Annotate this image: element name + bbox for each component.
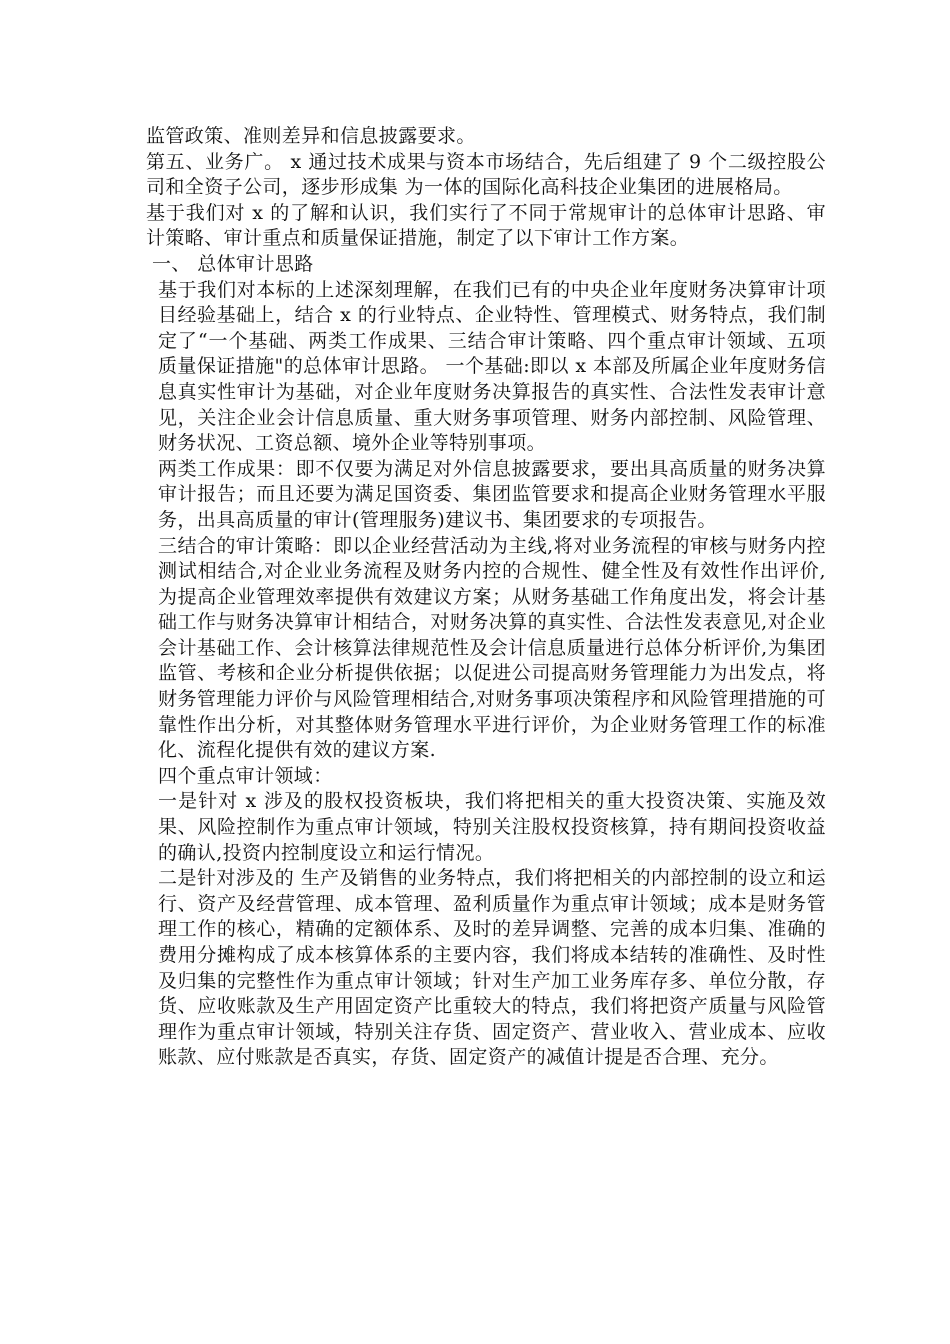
paragraph-three-combined-strategy: 三结合的审计策略：即以企业经营活动为主线,将对业务流程的审核与财务内控测试相结合,对企业业务流程及财务内控的合规性、健全性及有效性作出评价,为提高企业管理效率提供有效建议方案；从财务基础工作角度出发，将会计基础工作与财务决算审计相结合，对财务决算的真实性、合法性发表意见,对企业会计基础工作、会计核算法律规范性及会计信息质量进行总体分析评价,为集团监管、考核和企业分析提供依据；以促进公司提高财务管理能力为出发点，将财务管理能力评价与风险管理相结合,对财务事项决策程序和风险管理措施的可靠性作出分析，对其整体财务管理水平进行评价，为企业财务管理工作的标准化、流程化提供有效的建议方案. bbox=[158, 534, 826, 762]
document-page bbox=[146, 124, 826, 1071]
paragraph-fifth-business-scope: 第五、业务广。 x 通过技术成果与资本市场结合，先后组建了 9 个二级控股公司和全资子公司，逐步形成集 为一体的国际化高科技企业集团的进展格局。 bbox=[146, 150, 826, 199]
section-heading-overall-audit-approach: 一、 总体审计思路 bbox=[152, 252, 314, 275]
paragraph-two-work-results: 两类工作成果：即不仅要为满足对外信息披露要求，要出具高质量的财务决算审计报告；而且还要为满足国资委、集团监管要求和提高企业财务管理水平服务，出具高质量的审计(管理服务)建议书、集团要求的专项报告。 bbox=[158, 457, 826, 531]
paragraph-audit-approach-intro: 基于我们对 x 的了解和认识，我们实行了不同于常规审计的总体审计思路、审计策略、审计重点和质量保证措施，制定了以下审计工作方案。 bbox=[146, 201, 826, 250]
paragraph-four-key-areas-heading: 四个重点审计领域： bbox=[158, 764, 333, 787]
paragraph-key-area-equity-investment: 一是针对 x 涉及的股权投资板块，我们将把相关的重大投资决策、实施及效果、风险控制作为重点审计领域，特别关注股权投资核算，持有期间投资收益的确认,投资内控制度设立和运行情况。 bbox=[158, 790, 826, 864]
paragraph-overall-approach: 基于我们对本标的上述深刻理解，在我们已有的中央企业年度财务决算审计项目经验基础上，结合 x 的行业特点、企业特性、管理模式、财务特点，我们制定了“一个基础、两类工作成果、三结合审计策略、四个重点审计领域、五项质量保证措施"的总体审计思路。 一个基础:即以 x 本部及所属企业年度财务信息真实性审计为基础，对企业年度财务决算报告的真实性、合法性发表审计意见，关注企业会计信息质量、重大财务事项管理、财务内部控制、风险管理、财务状况、工资总额、境外企业等特别事项。 bbox=[158, 278, 826, 455]
paragraph-key-area-production-sales: 二是针对涉及的 生产及销售的业务特点，我们将把相关的内部控制的设立和运行、资产及经营管理、成本管理、盈利质量作为重点审计领域；成本是财务管理工作的核心，精确的定额体系、及时的差异调整、完善的成本归集、准确的费用分摊构成了成本核算体系的主要内容，我们将成本结转的准确性、及时性及归集的完整性作为重点审计领域；针对生产加工业务库存多、单位分散，存货、应收账款及生产用固定资产比重较大的特点，我们将把资产质量与风险管理作为重点审计领域，特别关注存货、固定资产、营业收入、营业成本、应收账款、应付账款是否真实，存货、固定资产的减值计提是否合理、充分。 bbox=[158, 867, 826, 1069]
paragraph-disclosure-requirements: 监管政策、准则差异和信息披露要求。 bbox=[146, 125, 476, 147]
